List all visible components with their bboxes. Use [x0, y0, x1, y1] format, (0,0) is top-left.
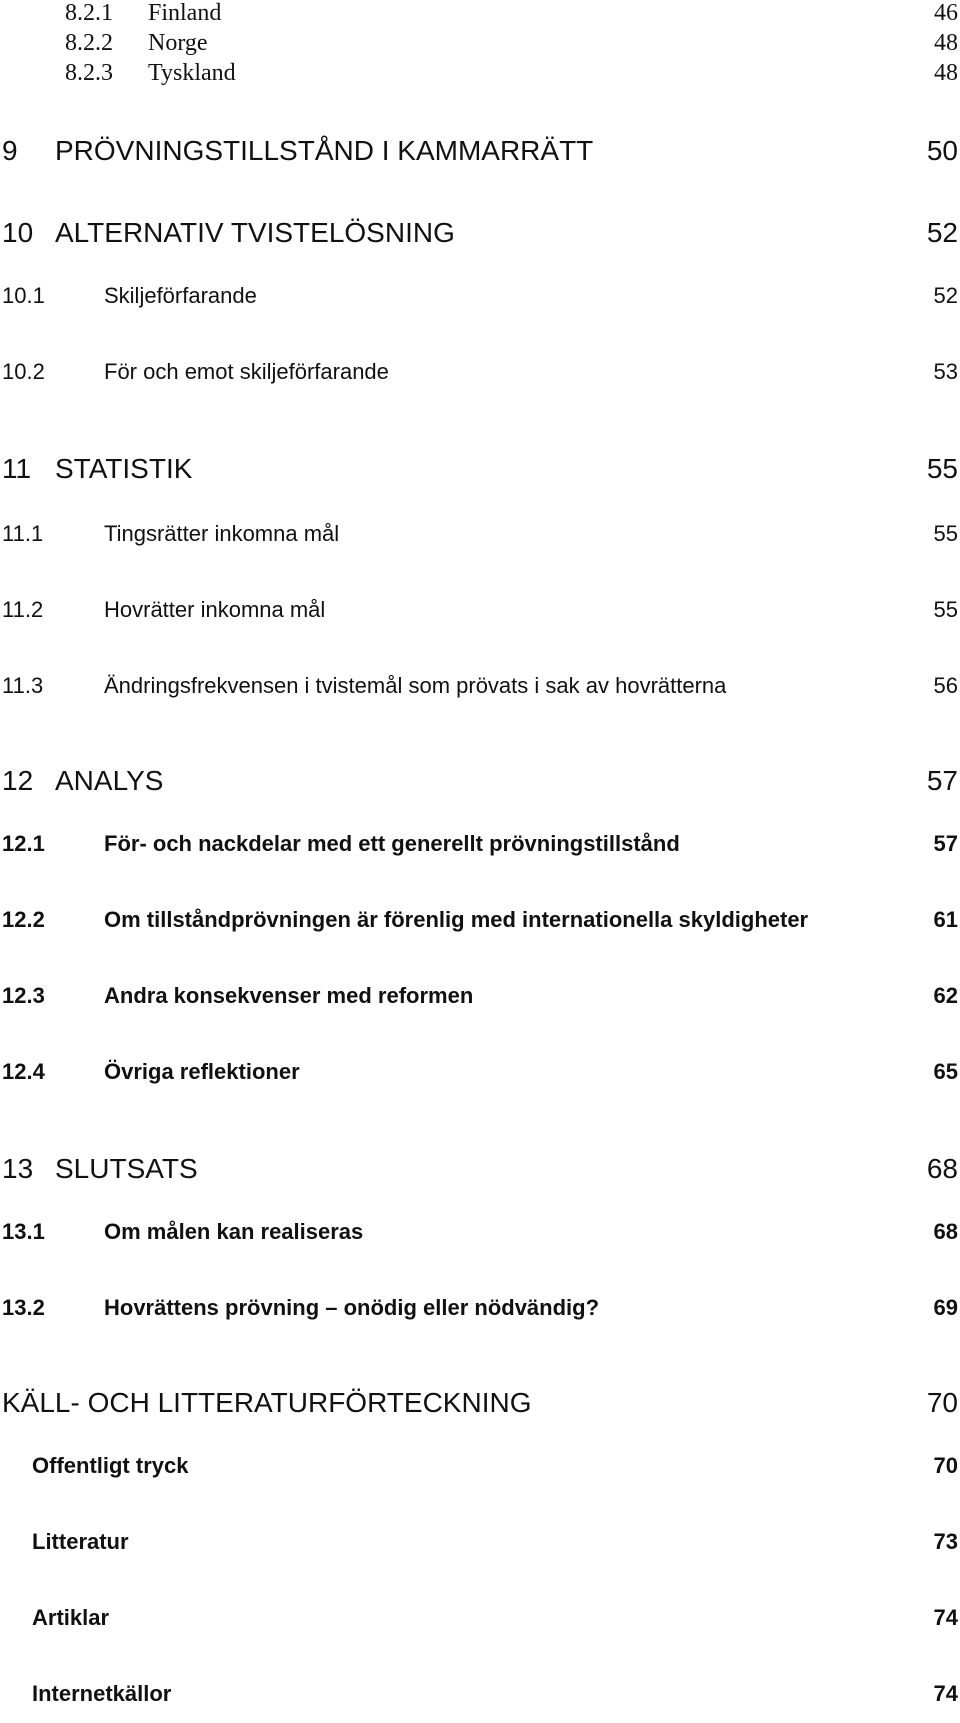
toc-entry-page: 68 [926, 1153, 958, 1184]
toc-entry-number: 13.1 [2, 1219, 45, 1244]
toc-entry-page: 65 [933, 1059, 958, 1084]
toc-bibliography-item [0, 1455, 958, 1495]
toc-entry-page: 56 [933, 673, 958, 698]
toc-entry-title: Övriga reflektioner [104, 1059, 300, 1084]
toc-entry-number: 13 [2, 1153, 34, 1184]
toc-bibliography-item [0, 1683, 958, 1723]
toc-entry-number: 12 [2, 765, 34, 796]
toc-entry-number: 11.2 [2, 597, 44, 622]
toc-entry-number: 10 [2, 217, 34, 248]
toc-entry-page: 53 [933, 359, 958, 384]
toc-entry-page: 50 [926, 135, 958, 166]
toc-entry-page: 52 [933, 283, 958, 308]
toc-entry-page: 46 [934, 0, 958, 26]
toc-entry-page: 62 [933, 983, 958, 1008]
toc-entry-title: Om tillståndprövningen är förenlig med internationella skyldigheter [104, 907, 809, 932]
toc-entry-number: 8.2.2 [65, 30, 113, 56]
toc-entry-number: 12.4 [2, 1059, 45, 1084]
toc-entry-number: 12.3 [2, 983, 45, 1008]
toc-section [0, 833, 958, 873]
toc-chapter [0, 455, 958, 495]
toc-entry-page: 57 [926, 765, 958, 796]
toc-entry-title: Andra konsekvenser med reformen [104, 983, 474, 1008]
toc-section [0, 285, 958, 325]
toc-entry-number: 10.1 [2, 283, 45, 308]
toc-entry-title: Skiljeförfarande [104, 283, 257, 308]
toc-entry-title: PRÖVNINGSTILLSTÅND I KAMMARRÄTT [55, 135, 594, 166]
toc-section [0, 361, 958, 401]
toc-entry-title: För och emot skiljeförfarande [104, 359, 389, 384]
toc-entry-title: Tyskland [148, 60, 236, 86]
toc-entry-page: 61 [933, 907, 958, 932]
toc-entry-page: 68 [933, 1219, 958, 1244]
toc-entry-title: STATISTIK [55, 453, 193, 484]
toc-bibliography-item [0, 1531, 958, 1571]
toc-entry-page: 74 [933, 1681, 958, 1706]
toc-entry-number: 10.2 [2, 359, 45, 384]
toc-entry-title: KÄLL- OCH LITTERATURFÖRTECKNING [2, 1387, 532, 1418]
toc-chapter [0, 219, 958, 259]
toc-entry-title: Hovrätter inkomna mål [104, 597, 326, 622]
toc-entry-title: Offentligt tryck [32, 1453, 189, 1478]
toc-entry-title: ANALYS [55, 765, 164, 796]
toc-entry-title: Litteratur [32, 1529, 129, 1554]
toc-chapter [0, 767, 958, 807]
toc-section [0, 1221, 958, 1261]
toc-entry-title: För- och nackdelar med ett generellt prövningstillstånd [104, 831, 680, 856]
toc-entry-number: 12.1 [2, 831, 45, 856]
toc-entry-page: 70 [926, 1387, 958, 1418]
toc-entry-number: 12.2 [2, 907, 45, 932]
toc-section [0, 599, 958, 639]
toc-entry-number: 11 [2, 453, 32, 484]
toc-entry [0, 61, 958, 101]
toc-section [0, 523, 958, 563]
toc-entry-page: 69 [933, 1295, 958, 1320]
toc-entry-number: 8.2.1 [65, 0, 113, 26]
toc-entry-number: 13.2 [2, 1295, 45, 1320]
toc-entry-title: Tingsrätter inkomna mål [104, 521, 340, 546]
toc-section [0, 985, 958, 1025]
toc-entry-number: 9 [2, 135, 18, 166]
toc-chapter [0, 137, 958, 177]
toc-entry-page: 48 [934, 30, 958, 56]
toc-entry-page: 57 [933, 831, 958, 856]
toc-entry-title: Om målen kan realiseras [104, 1219, 364, 1244]
toc-entry-title: Hovrättens prövning – onödig eller nödvändig? [104, 1295, 600, 1320]
toc-entry-number: 11.3 [2, 673, 44, 698]
toc-entry-page: 48 [934, 60, 958, 86]
toc-entry-title: Ändringsfrekvensen i tvistemål som prövats i sak av hovrätterna [104, 673, 727, 698]
toc-chapter [0, 1155, 958, 1195]
toc-entry-page: 55 [933, 521, 958, 546]
toc-entry-title: ALTERNATIV TVISTELÖSNING [55, 217, 455, 248]
toc-entry-title: Internetkällor [32, 1681, 172, 1706]
toc-entry-page: 55 [933, 597, 958, 622]
toc-entry-page: 73 [933, 1529, 958, 1554]
toc-section [0, 1297, 958, 1337]
toc-bibliography-heading [0, 1389, 958, 1429]
toc-entry-number: 8.2.3 [65, 60, 113, 86]
toc-section [0, 675, 958, 715]
toc-entry-title: Finland [148, 0, 222, 26]
toc-entry-title: Norge [148, 30, 208, 56]
toc-bibliography-item [0, 1607, 958, 1647]
toc-section [0, 909, 958, 949]
toc-entry-page: 70 [933, 1453, 958, 1478]
toc-section [0, 1061, 958, 1101]
toc-entry-page: 52 [926, 217, 958, 248]
toc-entry-number: 11.1 [2, 521, 44, 546]
toc-entry-title: Artiklar [32, 1605, 110, 1630]
toc-entry-title: SLUTSATS [55, 1153, 198, 1184]
toc-entry-page: 74 [933, 1605, 958, 1630]
toc-entry-page: 55 [926, 453, 958, 484]
